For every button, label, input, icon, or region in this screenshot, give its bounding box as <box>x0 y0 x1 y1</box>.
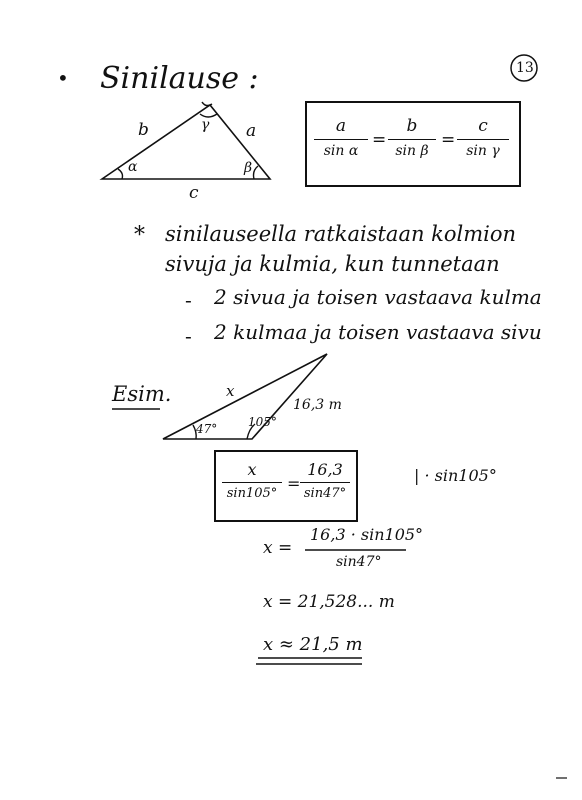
fraction-bar <box>388 139 436 140</box>
heading-sinilause: Sinilause : <box>100 61 259 96</box>
note-item-2-dash: - <box>185 324 192 348</box>
example-label: Esim. <box>112 382 172 406</box>
angle-beta-arc <box>254 166 259 179</box>
label-angle-alpha: α <box>128 159 138 175</box>
note-line-2: sivuja ja kulmia, kun tunnetaan <box>165 252 500 276</box>
fraction-x-sin105 <box>222 460 282 501</box>
note-item-1-dash: - <box>185 288 192 312</box>
page-number: 13 <box>516 60 534 76</box>
denominator-sin-gamma: sin γ <box>466 143 500 159</box>
equals-sign: = <box>287 474 301 493</box>
note-item-2: 2 kulmaa ja toisen vastaava sivu <box>214 320 542 344</box>
solution-final-answer: x ≈ 21,5 m <box>263 634 363 655</box>
label-side-x: x <box>226 382 235 400</box>
label-side-b: b <box>138 120 149 140</box>
label-angle-47: 47° <box>196 422 218 436</box>
solution-numerator: 16,3 · sin105° <box>310 525 424 544</box>
label-side-a: a <box>246 121 257 141</box>
solution-lhs: x = <box>263 538 293 558</box>
equals-sign: = <box>372 130 387 150</box>
label-angle-beta: β <box>244 160 253 176</box>
fraction-bar <box>457 139 509 140</box>
fraction-bar <box>222 482 282 483</box>
fraction-c-sin-gamma <box>457 116 509 159</box>
numerator-x: x <box>247 460 257 479</box>
page-number-circle <box>511 55 537 81</box>
label-side-16-3: 16,3 m <box>293 397 342 413</box>
fraction-bar <box>300 482 350 483</box>
label-angle-gamma: γ <box>201 117 210 133</box>
fraction-16-3-sin47 <box>300 460 350 501</box>
numerator-16-3: 16,3 <box>307 460 343 479</box>
equals-sign: = <box>441 130 456 150</box>
solution-denominator: sin47° <box>336 554 382 570</box>
numerator-b: b <box>406 116 418 136</box>
numerator-a: a <box>335 116 347 136</box>
fraction-b-sin-beta <box>388 116 436 159</box>
note-asterisk: * <box>134 223 145 248</box>
bullet-point: • <box>57 66 69 90</box>
solution-line-2: x = 21,528... m <box>263 592 395 612</box>
denominator-sin47: sin47° <box>303 486 347 501</box>
note-item-1: 2 sivua ja toisen vastaava kulma <box>214 285 542 309</box>
denominator-sin-beta: sin β <box>395 143 429 159</box>
multiply-annotation: | · sin105° <box>414 466 497 485</box>
note-line-1: sinilauseella ratkaistaan kolmion <box>165 222 517 246</box>
label-angle-105: 105° <box>248 415 277 429</box>
denominator-sin-alpha: sin α <box>323 143 359 159</box>
numerator-c: c <box>478 116 488 136</box>
angle-alpha-arc <box>118 169 123 179</box>
fraction-bar <box>314 139 368 140</box>
denominator-sin105: sin105° <box>226 486 278 501</box>
fraction-a-sin-alpha <box>314 116 368 159</box>
label-side-c: c <box>189 183 199 203</box>
